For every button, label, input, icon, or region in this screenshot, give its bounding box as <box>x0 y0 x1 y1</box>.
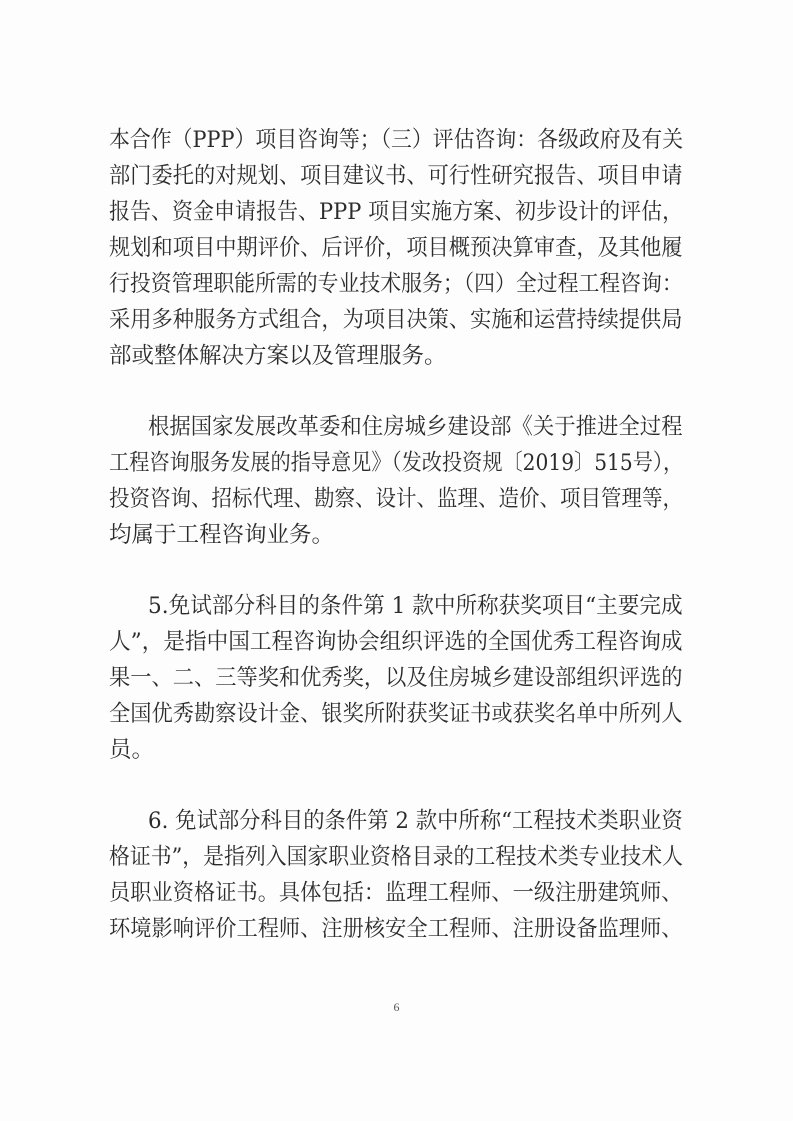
text-line-16: 员。 <box>109 737 155 763</box>
text-line-15: 全国优秀勘察设计金、银奖所附获奖证书或获奖名单中所列人 <box>109 701 683 727</box>
text-line-6: 采用多种服务方式组合，为项目决策、实施和运营持续提供局 <box>109 307 683 333</box>
text-line-18: 格证书”，是指列入国家职业资格目录的工程技术类专业技术人 <box>109 844 684 870</box>
text-line-13: 人”，是指中国工程咨询协会组织评选的全国优秀工程咨询成 <box>109 629 683 655</box>
text-line-5: 行投资管理职能所需的专业技术服务；（四）全过程工程咨询： <box>109 271 683 297</box>
text-line-17: 6. 免试部分科目的条件第 2 款中所称“工程技术类职业资 <box>148 808 683 834</box>
text-line-20: 环境影响评价工程师、注册核安全工程师、注册设备监理师、 <box>109 916 683 942</box>
page-number: 6 <box>393 1000 400 1014</box>
text-line-8: 根据国家发展改革委和住房城乡建设部《关于推进全过程 <box>148 414 683 440</box>
text-line-9: 工程咨询服务发展的指导意见》（发改投资规〔2019〕515号）， <box>109 450 684 476</box>
text-line-14: 果一、二、三等奖和优秀奖，以及住房城乡建设部组织评选的 <box>109 665 683 691</box>
text-line-2: 部门委托的对规划、项目建议书、可行性研究报告、项目申请 <box>109 163 683 189</box>
text-line-11: 均属于工程咨询业务。 <box>109 522 335 548</box>
text-line-3: 报告、资金申请报告、PPP 项目实施方案、初步设计的评估， <box>109 199 684 225</box>
text-line-19: 员职业资格证书。具体包括：监理工程师、一级注册建筑师、 <box>109 880 683 906</box>
text-line-12: 5.免试部分科目的条件第 1 款中所称获奖项目“主要完成 <box>148 593 683 619</box>
text-line-4: 规划和项目中期评价、后评价，项目概预决算审查，及其他履 <box>109 235 683 261</box>
text-line-1: 本合作（PPP）项目咨询等；（三）评估咨询：各级政府及有关 <box>109 127 684 153</box>
text-line-10: 投资咨询、招标代理、勘察、设计、监理、造价、项目管理等， <box>109 486 684 512</box>
text-line-7: 部或整体解决方案以及管理服务。 <box>109 343 447 369</box>
